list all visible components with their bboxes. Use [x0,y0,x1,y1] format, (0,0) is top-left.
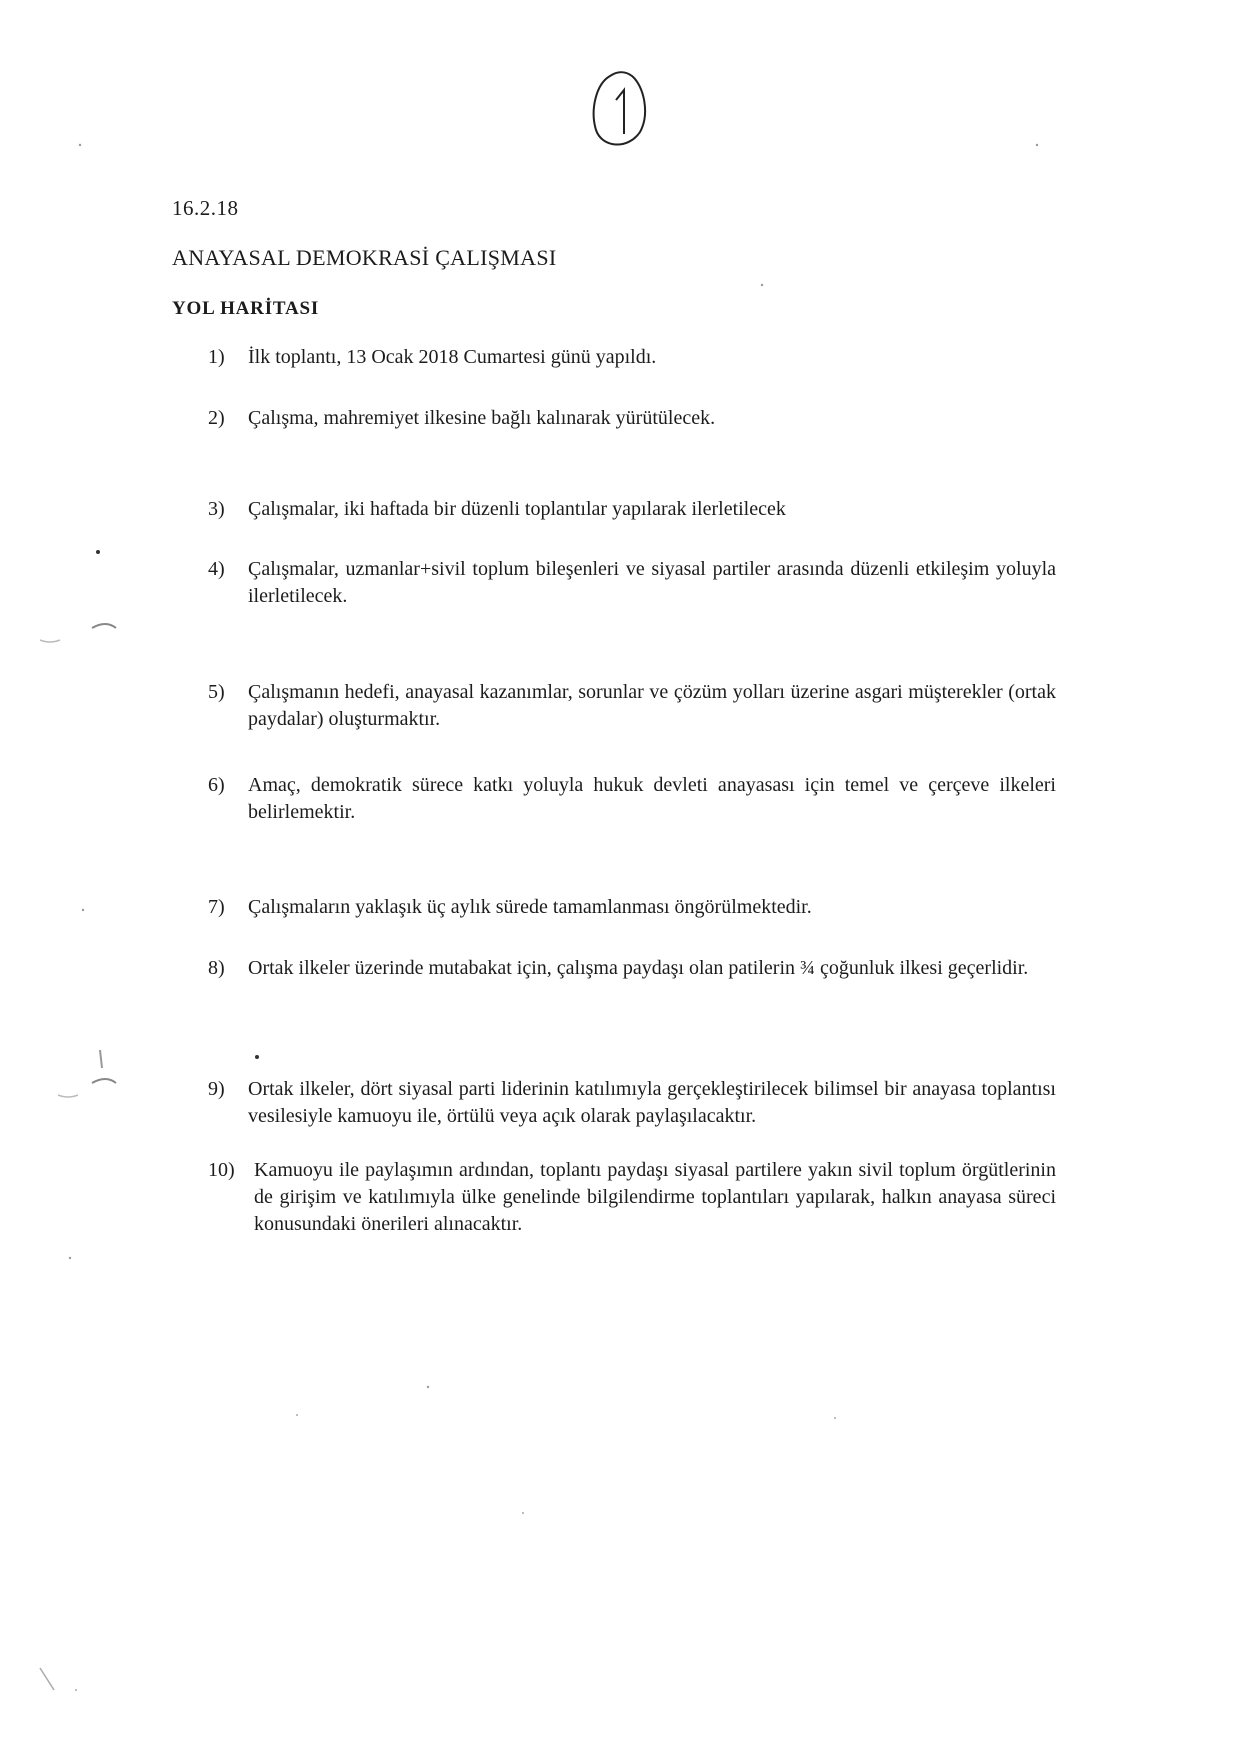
item-text: Çalışmalar, uzmanlar+sivil toplum bileşenleri ve siyasal partiler arasında düzenli etkileşim yoluyla ilerletilecek. [248,558,1056,607]
item-text: Amaç, demokratik sürece katkı yoluyla hukuk devleti anayasası için temel ve çerçeve ilkeleri belirlemektir. [248,774,1056,823]
item-text: Ortak ilkeler üzerinde mutabakat için, çalışma paydaşı olan patilerin ¾ çoğunluk ilkesi geçerlidir. [248,957,1029,979]
item-number: 9) [208,1078,225,1100]
list-item [208,1076,1056,1130]
item-number: 2) [208,407,225,429]
list-item [208,955,1056,982]
document-date: 16.2.18 [172,196,239,220]
item-number: 4) [208,558,225,580]
item-text: Çalışmanın hedefi, anayasal kazanımlar, sorunlar ve çözüm yolları üzerine asgari müşterekler (ortak paydalar) oluşturmaktır. [248,681,1056,730]
item-text: Çalışma, mahremiyet ilkesine bağlı kalınarak yürütülecek. [248,407,716,429]
item-number: 8) [208,957,225,979]
list-item [208,344,1056,371]
item-text: Kamuoyu ile paylaşımın ardından, toplantı paydaşı siyasal partilere yakın sivil toplum örgütlerinin de girişim ve katılımıyla ülke genelinde bilgilendirme toplantıları yapılarak, halkın anayasa süreci konusundaki önerileri alınacaktır. [254,1159,1056,1235]
list-item [208,556,1056,610]
handwritten-page-number [588,70,650,152]
list-item [208,496,1056,523]
item-text: Çalışmaların yaklaşık üç aylık sürede tamamlanması öngörülmektedir. [248,896,812,918]
document-title: ANAYASAL DEMOKRASİ ÇALIŞMASI [172,245,557,270]
item-number: 1) [208,346,225,368]
document-subtitle: YOL HARİTASI [172,298,320,319]
item-number: 7) [208,896,225,918]
item-number: 6) [208,774,225,796]
list-item [208,772,1056,826]
item-text: Ortak ilkeler, dört siyasal parti liderinin katılımıyla gerçekleştirilecek bilimsel bir anayasa toplantısı vesilesiyle kamuoyu ile, örtülü veya açık olarak paylaşılacaktır. [248,1078,1056,1127]
list-item [208,405,1056,432]
item-number: 5) [208,681,225,703]
item-text: İlk toplantı, 13 Ocak 2018 Cumartesi günü yapıldı. [248,346,657,368]
item-number: 10) [208,1159,235,1181]
item-number: 3) [208,498,225,520]
item-text: Çalışmalar, iki haftada bir düzenli toplantılar yapılarak ilerletilecek [248,498,786,520]
list-item [208,894,1056,921]
list-item [208,679,1056,733]
list-item [208,1157,1056,1238]
